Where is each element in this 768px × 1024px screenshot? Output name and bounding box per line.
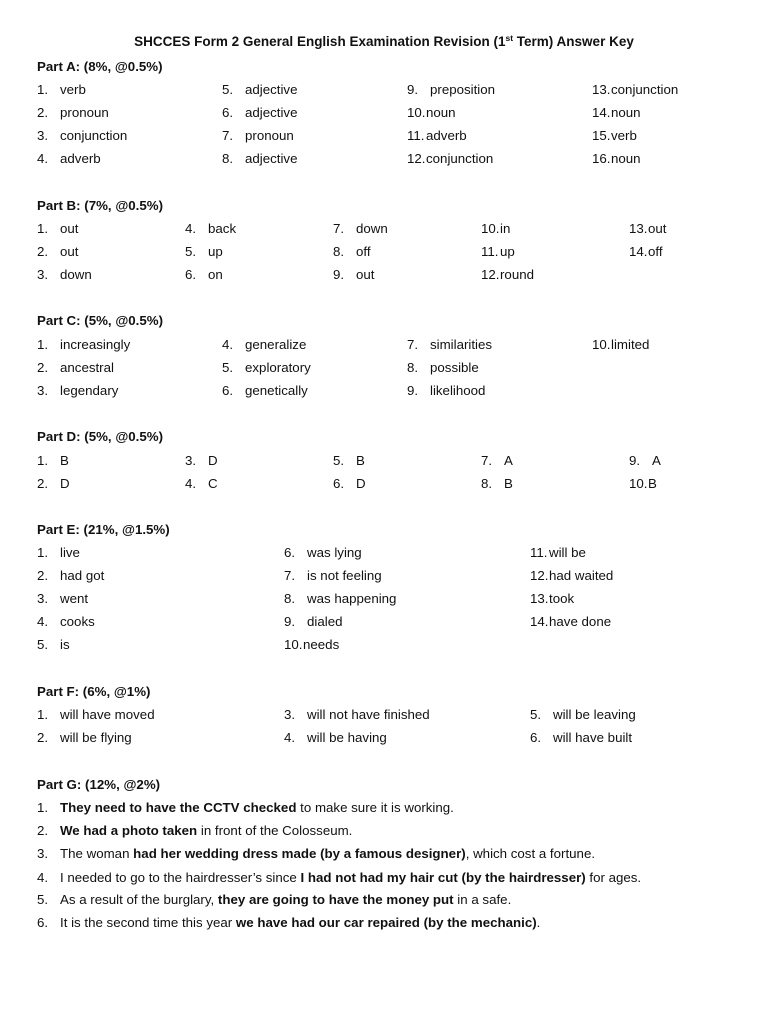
part-a-answer: 6. adjective — [222, 105, 298, 120]
part-e-answer: 7. is not feeling — [284, 568, 382, 583]
part-e-answer: 14.have done — [530, 614, 612, 629]
part-b-answer: 2. out — [37, 244, 79, 259]
part-e-heading: Part E: (21%, @1.5%) — [37, 522, 170, 537]
part-b-answer: 12.round — [481, 267, 535, 282]
part-e-answer: 13.took — [530, 591, 575, 606]
part-d-answer: 4. C — [185, 476, 218, 491]
part-b-answer: 7. down — [333, 221, 388, 236]
part-b-answer: 1. out — [37, 221, 79, 236]
part-d-heading: Part D: (5%, @0.5%) — [37, 429, 164, 444]
part-a-answer: 1. verb — [37, 82, 86, 97]
part-e-answer: 2. had got — [37, 568, 105, 583]
part-c-answer: 5. exploratory — [222, 360, 311, 375]
part-a-answer: 7. pronoun — [222, 128, 294, 143]
part-e-answer: 12.had waited — [530, 568, 614, 583]
part-b-answer: 3. down — [37, 267, 92, 282]
part-e-answer: 6. was lying — [284, 545, 362, 560]
part-a-answer: 2. pronoun — [37, 105, 109, 120]
part-b-answer: 13.out — [629, 221, 667, 236]
part-a-answer: 15.verb — [592, 128, 637, 143]
part-g-heading: Part G: (12%, @2%) — [37, 777, 161, 792]
part-b-answer: 6. on — [185, 267, 223, 282]
part-g-answer: 1. They need to have the CCTV checked to make sure it is working. — [37, 800, 454, 815]
part-d-answer: 6. D — [333, 476, 366, 491]
part-c-answer: 4. generalize — [222, 337, 307, 352]
part-f-answer: 4. will be having — [284, 730, 387, 745]
part-b-answer: 5. up — [185, 244, 223, 259]
part-d-answer: 1. B — [37, 453, 69, 468]
part-c-answer: 2. ancestral — [37, 360, 114, 375]
title-text-end: Term) Answer Key — [513, 34, 634, 49]
part-d-answer: 5. B — [333, 453, 365, 468]
part-a-answer: 11. adverb — [407, 128, 467, 143]
part-b-answer: 14.off — [629, 244, 663, 259]
part-c-answer: 10.limited — [592, 337, 650, 352]
part-e-answer: 10.needs — [284, 637, 340, 652]
part-c-heading: Part C: (5%, @0.5%) — [37, 313, 164, 328]
part-g-answer: 4. I needed to go to the hairdresser’s since I had not had my hair cut (by the hairdresser) for ages. — [37, 870, 642, 885]
part-c-answer: 9. likelihood — [407, 383, 486, 398]
part-c-answer: 6. genetically — [222, 383, 308, 398]
part-g-answer: 6. It is the second time this year we have had our car repaired (by the mechanic). — [37, 915, 541, 930]
part-d-answer: 9. A — [629, 453, 661, 468]
part-c-answer: 7. similarities — [407, 337, 493, 352]
part-d-answer: 7. A — [481, 453, 513, 468]
part-d-answer: 8. B — [481, 476, 513, 491]
part-a-answer: 4. adverb — [37, 151, 101, 166]
part-d-answer: 3. D — [185, 453, 218, 468]
part-e-answer: 8. was happening — [284, 591, 397, 606]
part-c-answer: 8. possible — [407, 360, 479, 375]
part-g-answer: 2. We had a photo taken in front of the Colosseum. — [37, 823, 353, 838]
part-e-answer: 9. dialed — [284, 614, 343, 629]
part-f-heading: Part F: (6%, @1%) — [37, 684, 151, 699]
part-e-answer: 11. will be — [530, 545, 586, 560]
part-f-answer: 3. will not have finished — [284, 707, 430, 722]
part-a-answer: 14.noun — [592, 105, 641, 120]
part-b-answer: 4. back — [185, 221, 237, 236]
part-e-answer: 4. cooks — [37, 614, 95, 629]
part-c-answer: 1. increasingly — [37, 337, 131, 352]
part-a-answer: 3. conjunction — [37, 128, 128, 143]
part-c-answer: 3. legendary — [37, 383, 119, 398]
part-a-answer: 12.conjunction — [407, 151, 494, 166]
part-b-answer: 9. out — [333, 267, 375, 282]
part-a-heading: Part A: (8%, @0.5%) — [37, 59, 163, 74]
part-a-answer: 10.noun — [407, 105, 456, 120]
part-e-answer: 3. went — [37, 591, 89, 606]
part-d-answer: 2. D — [37, 476, 70, 491]
part-e-answer: 5. is — [37, 637, 70, 652]
part-d-answer: 10.B — [629, 476, 657, 491]
part-f-answer: 6. will have built — [530, 730, 633, 745]
part-a-answer: 5. adjective — [222, 82, 298, 97]
part-f-answer: 5. will be leaving — [530, 707, 636, 722]
part-e-answer: 1. live — [37, 545, 80, 560]
part-a-answer: 13.conjunction — [592, 82, 679, 97]
part-b-answer: 8. off — [333, 244, 371, 259]
part-b-heading: Part B: (7%, @0.5%) — [37, 198, 164, 213]
part-f-answer: 1. will have moved — [37, 707, 155, 722]
part-g-answer: 5. As a result of the burglary, they are going to have the money put in a safe. — [37, 892, 512, 907]
part-a-answer: 16.noun — [592, 151, 641, 166]
part-g-answer: 3. The woman had her wedding dress made (by a famous designer), which cost a fortune. — [37, 846, 596, 861]
title-superscript: st — [505, 33, 514, 43]
part-f-answer: 2. will be flying — [37, 730, 132, 745]
title-text: SHCCES Form 2 General English Examination Revision (1 — [134, 34, 506, 49]
part-b-answer: 11. up — [481, 244, 515, 259]
document-title — [0, 34, 768, 49]
part-a-answer: 8. adjective — [222, 151, 298, 166]
part-a-answer: 9. preposition — [407, 82, 496, 97]
part-b-answer: 10.in — [481, 221, 511, 236]
